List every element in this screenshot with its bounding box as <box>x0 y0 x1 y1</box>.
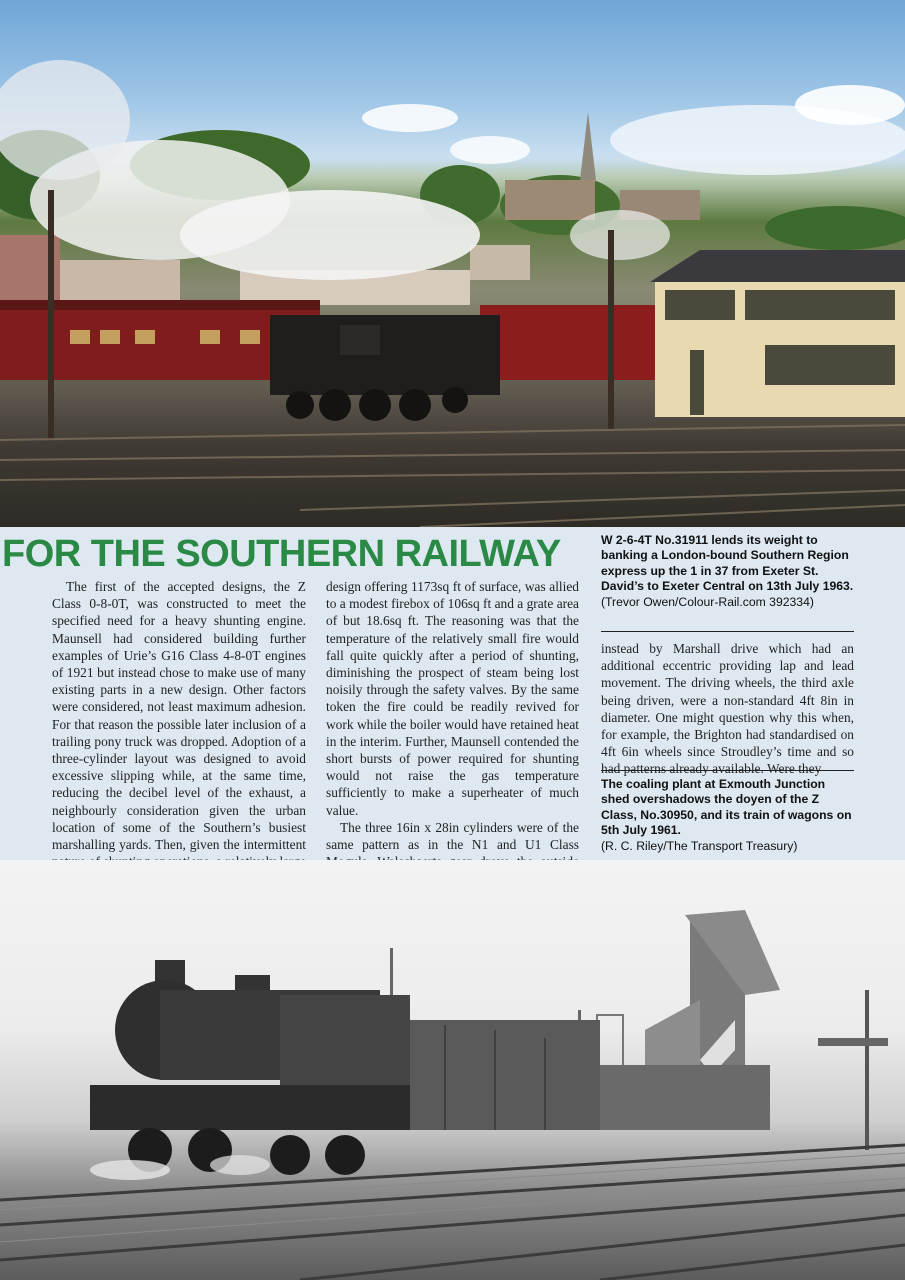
caption-divider <box>601 631 854 632</box>
page-headline: FOR THE SOUTHERN RAILWAY <box>2 533 561 575</box>
body-paragraph: The first of the accepted designs, the Z Class 0-8-0T, was constructed to meet the specified need for a heavy shunting engine. Maunsell had considered building further examples of Urie’s G16 Class 4-8-0T engines of 1921 but instead chose to make use of many existing parts in a new design. Other factors were considered, not least maximum adhesion. For that reason the possible later inclusion of a trailing pony truck was dropped. Adoption of a three-cylinder layout was designed to avoid excessive slipping while, at the same time, reducing the decibel level of the exhaust, a neighbourly consideration given the urban location of some of the Southern’s busiest marshalling yards. Then, given the intermittent <box>52 579 306 853</box>
caption-credit: (Trevor Owen/Colour-Rail.com 392334) <box>601 594 814 609</box>
caption-divider <box>601 770 854 771</box>
top-photo-illustration <box>0 0 905 527</box>
bottom-photo-illustration <box>0 860 905 1280</box>
caption-credit: (R. C. Riley/The Transport Treasury) <box>601 838 798 853</box>
top-photo <box>0 0 905 527</box>
caption-title: The coaling plant at Exmouth Junction shed overshadows the doyen of the Z Class, No.30950, and its train of wagons on 5th July 1961. <box>601 777 852 838</box>
body-column-1 <box>52 578 306 888</box>
photo-caption-bottom <box>601 777 854 854</box>
caption-title: W 2-6-4T No.31911 lends its weight to banking a London-bound Southern Region express up the 1 in 37 from Exeter St. David’s to Exeter Central on 13th July 1963. <box>601 533 854 594</box>
body-column-2 <box>326 578 579 905</box>
bottom-photo <box>0 860 905 1280</box>
body-paragraph: instead by Marshall drive which had an additional eccentric providing lap and lead movement. The driving wheels, the third axle being driven, were a non-standard 4ft 8in in diameter. One might question why this when, for example, the Brighton had standardised on 4ft 6in wheels since Stroudley’s time and so had patterns already available. Were they <box>601 641 854 777</box>
body-paragraph: The three 16in x 28in cylinders were of the same pattern as in the N1 and U1 Class <box>326 819 579 853</box>
photo-caption-top <box>601 533 854 610</box>
body-paragraph: design offering 1173sq ft of surface, was allied to a modest firebox of 106sq ft and a grate area of but 18.6sq ft. The reasoning was that the temperature of the relatively small fire would fall quite quickly after a period of shunting, diminishing the prospect of steam being lost noisily through the safety valves. By the same token the fire could be readily revived for work while the boiler would have retained heat in the interim. Further, Maunsell contended the short bursts of power required for shunting would not raise the gas temperature sufficiently to make a superheater of much value. <box>326 579 579 818</box>
body-column-3 <box>601 640 854 778</box>
